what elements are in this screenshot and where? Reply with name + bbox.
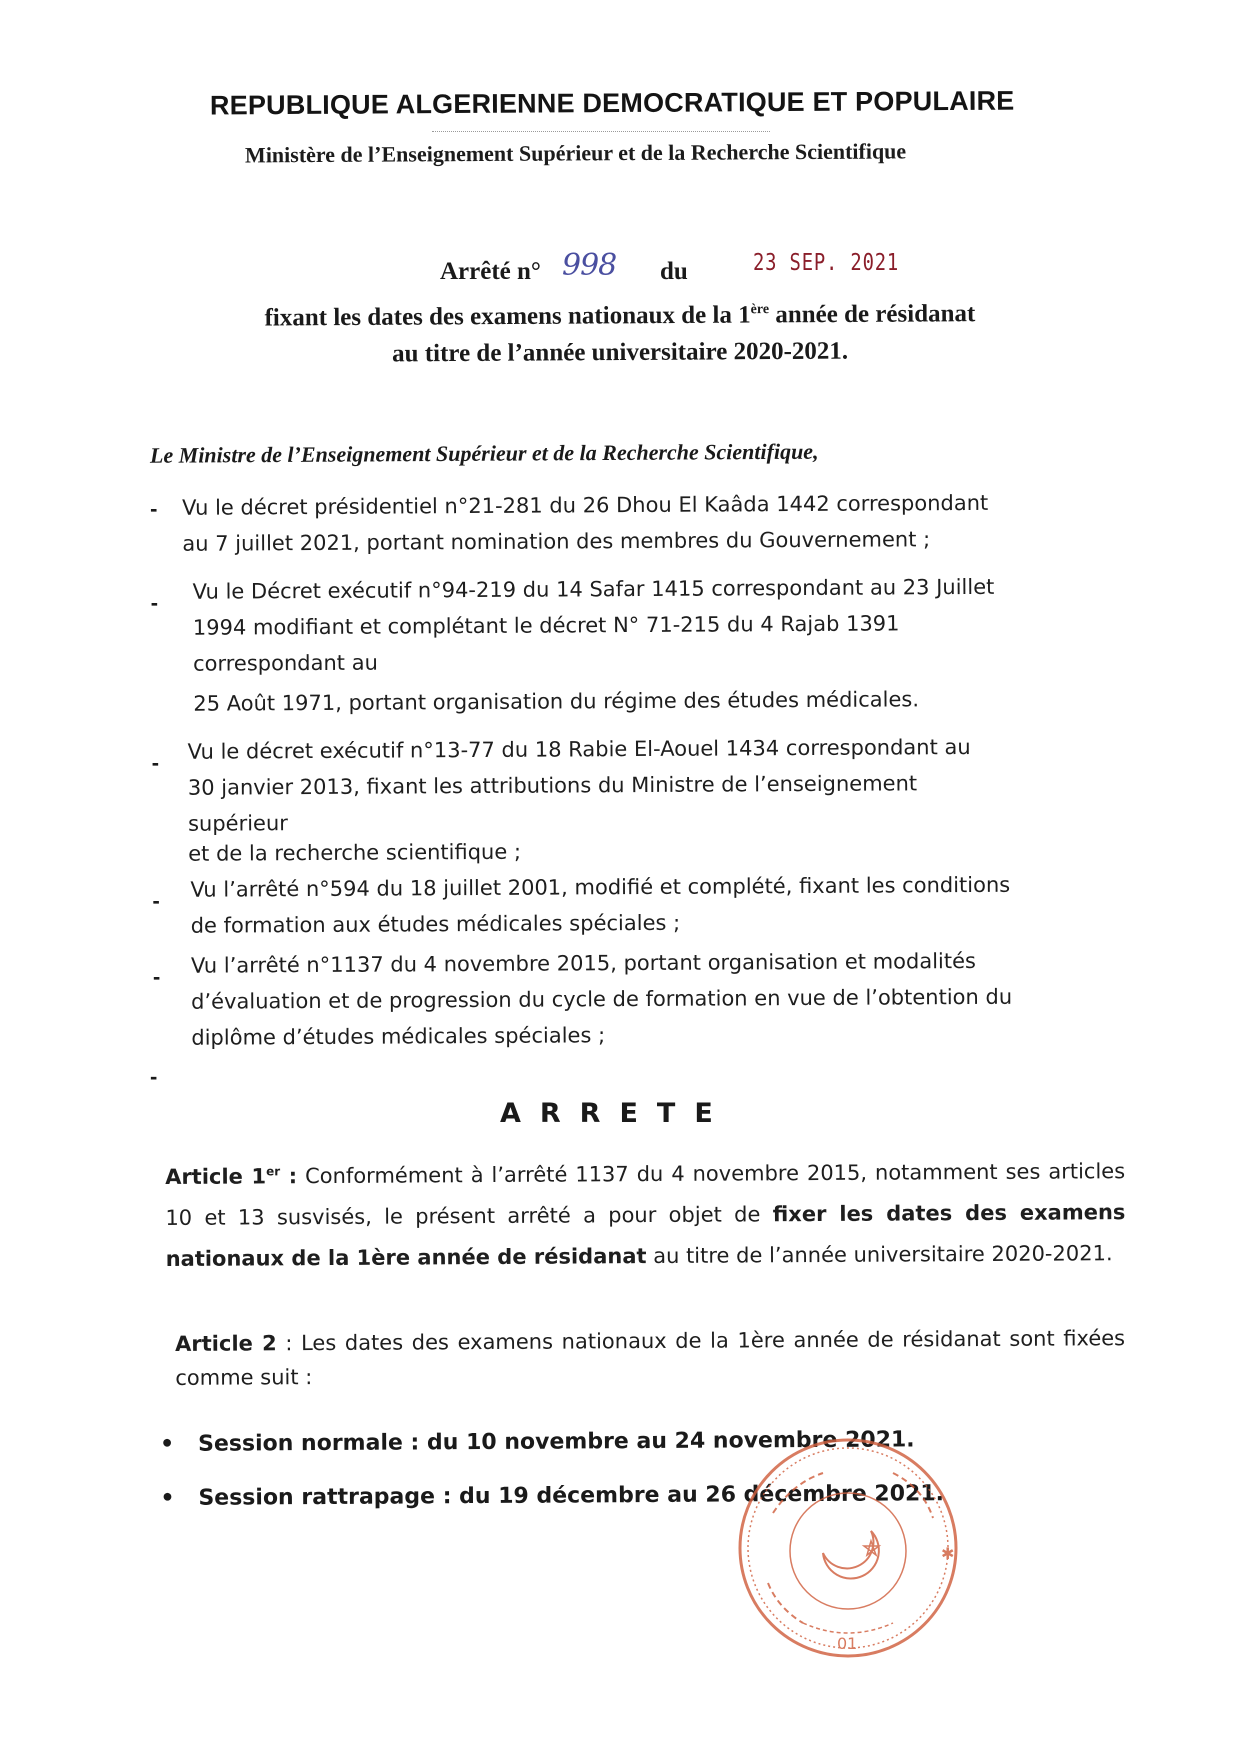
vu-line: 30 janvier 2013, fixant les attributions du Ministre de l’enseignement	[187, 771, 918, 800]
vu-line: 1994 modifiant et complétant le décret N° 71-215 du 4 Rajab 1391	[192, 611, 900, 640]
vu-line: et de la recherche scientifique ;	[188, 839, 522, 866]
ministry-title: Ministère de l’Enseignement Supérieur et de la Recherche Scientifique	[244, 138, 907, 168]
article-1-colon: :	[280, 1164, 298, 1189]
seal-bottom-lettering	[803, 1623, 893, 1633]
decree-date-stamp: 23 SEP. 2021	[753, 250, 900, 276]
seal-code: 01	[837, 1634, 858, 1653]
article-1-sup: er	[266, 1164, 281, 1179]
decree-subtitle	[200, 289, 1040, 373]
subtitle-line2: au titre de l’année universitaire 2020-2021.	[392, 337, 849, 368]
crescent-icon	[823, 1531, 879, 1578]
seal-star-icon: ✱	[941, 1544, 955, 1563]
vu-line: 25 Août 1971, portant organisation du régime des études médicales.	[193, 687, 920, 716]
session-text: Session rattrapage : du 19 décembre au 26 décembre 2021.	[198, 1481, 945, 1511]
list-dash: -	[152, 963, 161, 989]
sessions-list	[160, 1427, 1060, 1511]
seal-center-ring	[790, 1493, 906, 1609]
session-text: Session normale : du 10 novembre au 24 novembre 2021.	[197, 1427, 915, 1457]
vu-line: d’évaluation et de progression du cycle de formation en vue de l’obtention du	[191, 984, 1013, 1014]
article-2-head: Article 2	[175, 1331, 277, 1356]
vu-line: diplôme d’études médicales spéciales ;	[191, 1023, 606, 1050]
list-dash: -	[150, 589, 159, 615]
vu-line: de formation aux études médicales spéciales ;	[190, 910, 681, 938]
republic-title: REPUBLIQUE ALGERIENNE DEMOCRATIQUE ET POPULAIRE	[209, 85, 1015, 121]
list-dash: -	[150, 495, 158, 521]
minister-line: Le Ministre de l’Enseignement Supérieur et de la Recherche Scientifique,	[149, 438, 819, 468]
decree-du: du	[660, 258, 688, 285]
vu-line: correspondant au	[192, 650, 378, 676]
vu-line: supérieur	[187, 811, 288, 836]
vu-line: Vu l’arrêté n°1137 du 4 novembre 2015, portant organisation et modalités	[190, 948, 976, 978]
subtitle-part-a: fixant les dates des examens nationaux de la 1	[264, 301, 751, 332]
bullet: •	[160, 1431, 175, 1457]
vu-line: Vu le Décret exécutif n°94-219 du 14 Safar 1415 correspondant au 23 Juillet	[192, 574, 995, 604]
vu-item	[151, 728, 1101, 866]
article-1-text-bold: fixer les dates des examens nationaux de la 1ère année de résidanat	[165, 1200, 1126, 1271]
article-2	[165, 1321, 1125, 1395]
article-1-label: Article 1	[165, 1164, 267, 1189]
vu-item	[150, 568, 1101, 716]
bullet: •	[160, 1485, 175, 1511]
vu-list	[150, 484, 1100, 1050]
list-dash: -	[152, 887, 160, 913]
vu-line: Vu le décret exécutif n°13-77 du 18 Rabie El-Aouel 1434 correspondant au	[187, 734, 971, 764]
arrete-heading: ARRETE	[500, 1098, 732, 1129]
session-item	[160, 1427, 1060, 1457]
article-1-head	[165, 1164, 297, 1189]
title-underline	[432, 131, 770, 132]
vu-line: au 7 juillet 2021, portant nomination des membres du Gouvernement ;	[182, 527, 931, 556]
official-seal-stamp	[733, 1433, 963, 1663]
article-1	[165, 1146, 1126, 1280]
seal-inner-ring	[748, 1448, 948, 1648]
seal-lettering-marks	[768, 1473, 933, 1623]
article-2-text: : Les dates des examens nationaux de la 1ère année de résidanat sont fixées comme suit :	[175, 1326, 1126, 1390]
vu-line: Vu le décret présidentiel n°21-281 du 26 Dhou El Kaâda 1442 correspondant	[182, 490, 989, 520]
seal-outer-ring	[740, 1440, 956, 1656]
article-1-text-b: au titre de l’année universitaire 2020-2021.	[646, 1241, 1113, 1269]
decree-label: Arrêté n°	[440, 258, 541, 285]
subtitle-sup: ère	[750, 302, 770, 318]
vu-line: Vu l’arrêté n°594 du 18 juillet 2001, modifié et complété, fixant les conditions	[190, 872, 1011, 902]
list-dash: -	[151, 749, 160, 775]
stray-dash: -	[150, 1064, 158, 1089]
vu-item	[150, 484, 1100, 556]
article-1-text-a: Conformément à l’arrêté 1137 du 4 novembre 2015, notamment ses articles 10 et 13 susvisés, le présent arrêté a pour objet de	[165, 1159, 1126, 1230]
decree-number-handwritten: 998	[562, 248, 617, 283]
subtitle-part-b: année de résidanat	[768, 300, 976, 329]
